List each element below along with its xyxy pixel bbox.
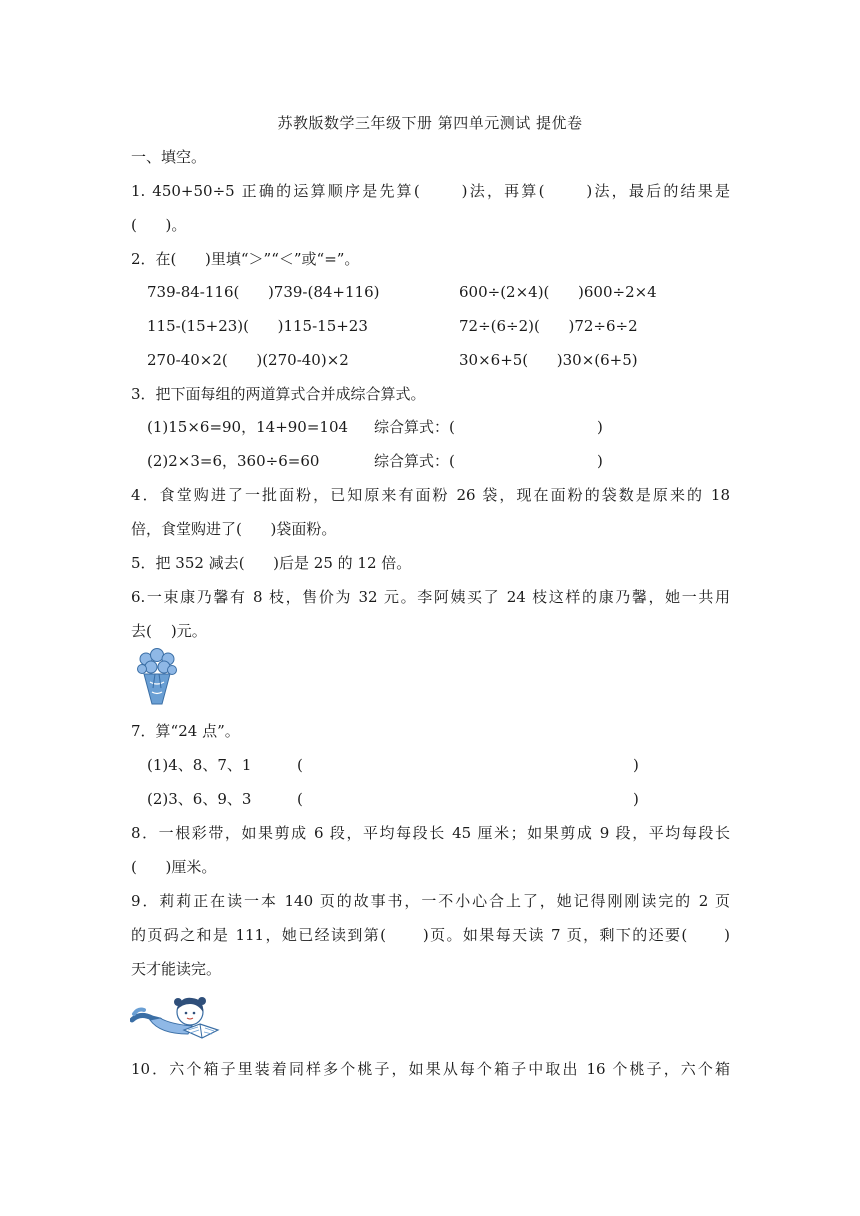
question-4-line-2: 倍，食堂购进了( )袋面粉。: [131, 520, 337, 538]
question-7-row-1-numbers: (1)4、8、7、1: [147, 756, 252, 774]
question-2-row-3-left: 270-40×2( )(270-40)×2: [147, 351, 349, 369]
question-9-line-1: 9．莉莉正在读一本 140 页的故事书，一不小心合上了，她记得刚刚读完的 2 页: [131, 892, 730, 910]
carnation-bouquet-icon: [134, 648, 180, 708]
question-6-line-2: 去( )元。: [131, 622, 207, 640]
question-7-row-2-numbers: (2)3、6、9、3: [147, 790, 252, 808]
question-5: 5．把 352 减去( )后是 25 的 12 倍。: [131, 554, 412, 572]
section-heading-fill-blank: 一、填空。: [131, 148, 207, 166]
question-3-row-1-label: 综合算式：(: [374, 418, 455, 436]
question-9-line-3: 天才能读完。: [131, 960, 222, 978]
question-8-line-2: ( )厘米。: [131, 858, 217, 876]
page-title: 苏教版数学三年级下册 第四单元测试 提优卷: [277, 114, 583, 132]
question-1-line-2: ( )。: [131, 216, 187, 234]
question-10-line-1: 10．六个箱子里装着同样多个桃子，如果从每个箱子中取出 16 个桃子，六个箱: [131, 1060, 730, 1078]
question-2-row-3-right: 30×6+5( )30×(6+5): [459, 351, 638, 369]
question-6-line-1: 6.一束康乃馨有 8 枝，售价为 32 元。李阿姨买了 24 枝这样的康乃馨，她一共用: [131, 588, 730, 606]
question-2-row-2-left: 115-(15+23)( )115-15+23: [147, 317, 368, 335]
question-7-row-1-open-paren: (: [297, 756, 303, 774]
question-4-line-1: 4．食堂购进了一批面粉，已知原来有面粉 26 袋，现在面粉的袋数是原来的 18: [131, 486, 730, 504]
question-8-line-1: 8．一根彩带，如果剪成 6 段，平均每段长 45 厘米；如果剪成 9 段，平均每段长: [131, 824, 730, 842]
question-3-stem: 3．把下面每组的两道算式合并成综合算式。: [131, 385, 426, 403]
girl-reading-icon: [130, 990, 220, 1046]
question-2-stem: 2．在( )里填“＞”“＜”或“=”。: [131, 250, 360, 268]
question-1-line-1: 1. 450+50÷5 正确的运算顺序是先算( )法，再算( )法，最后的结果是: [131, 182, 730, 200]
question-2-row-1-left: 739-84-116( )739-(84+116): [147, 283, 380, 301]
question-7-row-2-open-paren: (: [297, 790, 303, 808]
question-3-row-2-label: 综合算式：(: [374, 452, 455, 470]
question-3-row-2-close-paren: ): [597, 452, 603, 470]
question-7-stem: 7．算“24 点”。: [131, 722, 240, 740]
question-9-line-2: 的页码之和是 111，她已经读到第( )页。如果每天读 7 页，剩下的还要( ): [131, 926, 730, 944]
question-3-row-1-expression: (1)15×6=90，14+90=104: [147, 418, 349, 436]
question-7-row-2-close-paren: ): [633, 790, 639, 808]
question-3-row-2-expression: (2)2×3=6，360÷6=60: [147, 452, 320, 470]
question-3-row-1-close-paren: ): [597, 418, 603, 436]
question-7-row-1-close-paren: ): [633, 756, 639, 774]
question-2-row-2-right: 72÷(6÷2)( )72÷6÷2: [459, 317, 638, 335]
question-2-row-1-right: 600÷(2×4)( )600÷2×4: [459, 283, 657, 301]
